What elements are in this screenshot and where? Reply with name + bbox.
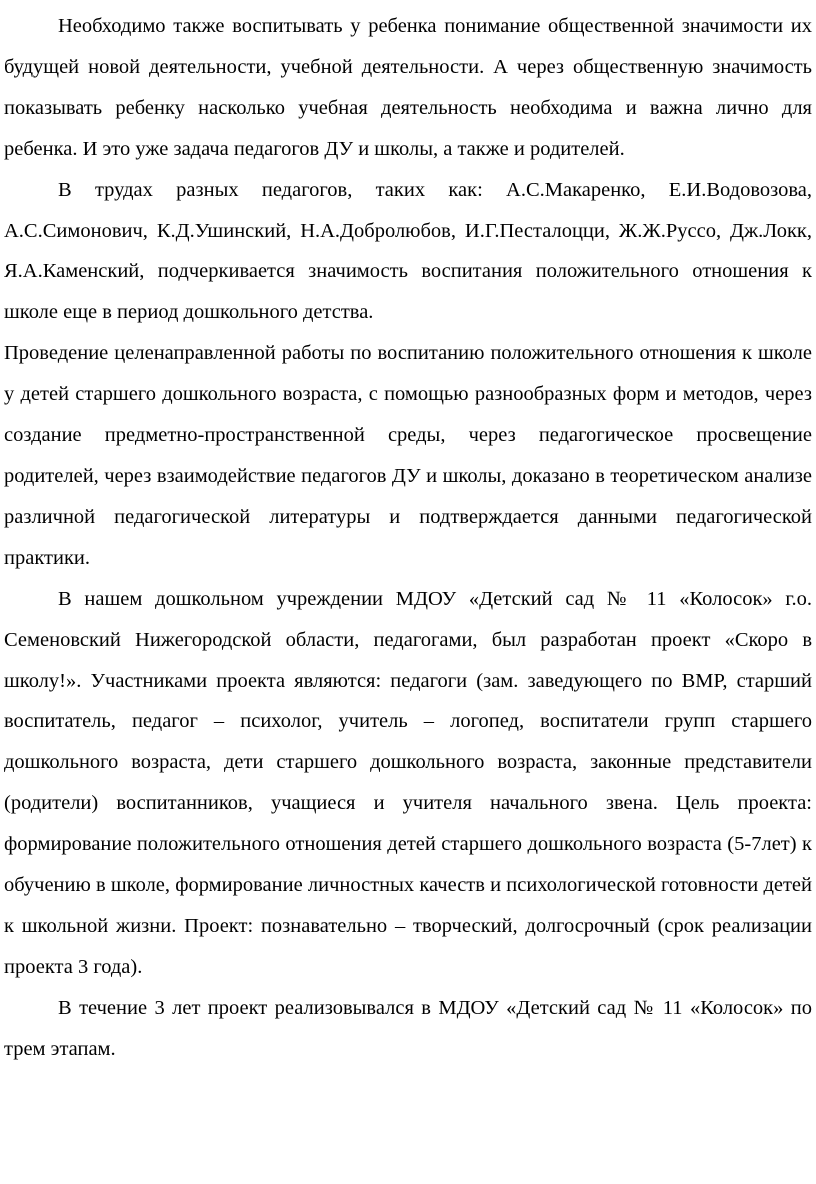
paragraph-stages: В течение 3 лет проект реализовывался в МДОУ «Детский сад № 11 «Колосок» по трем этапам. xyxy=(4,996,812,1060)
paragraph-educators: В трудах разных педагогов, таких как: А.С.Макаренко, Е.И.Водовозова, А.С.Симонович, К.Д.Ушинский, Н.А.Добролюбов, И.Г.Песталоцци, Ж.Ж.Руссо, Дж.Локк, Я.А.Каменский, подчеркивается значимость воспитания положительного отношения к школе еще в период дошкольного детства. xyxy=(4,178,812,324)
paragraph-purposeful-work: Проведение целенаправленной работы по воспитанию положительного отношения к школе у детей старшего дошкольного возраста, с помощью разнообразных форм и методов, через создание предметно-пространственной среды, через педагогическое просвещение родителей, через взаимодействие педагогов ДУ и школы, доказано в теоретическом анализе различной педагогической литературы и подтверждается данными педагогической практики. xyxy=(4,342,812,569)
paragraph-project: В нашем дошкольном учреждении МДОУ «Детский сад № 11 «Колосок» г.о. Семеновский Нижегородской области, педагогами, был разработан проект «Скоро в школу!». Участниками проекта являются: педагоги (зам. заведующего по ВМР, старший воспитатель, педагог – психолог, учитель – логопед, воспитатели групп старшего дошкольного возраста, дети старшего дошкольного возраста, законные представители (родители) воспитанников, учащиеся и учителя начального звена. Цель проекта: формирование положительного отношения детей старшего дошкольного возраста (5-7лет) к обучению в школе, формирование личностных качеств и психологической готовности детей к школьной жизни. Проект: познавательно – творческий, долгосрочный (срок реализации проекта 3 года). xyxy=(4,587,812,978)
paragraph-upbringing: Необходимо также воспитывать у ребенка понимание общественной значимости их будущей новой деятельности, учебной деятельности. А через общественную значимость показывать ребенку насколько учебная деятельность необходима и важна лично для ребенка. И это уже задача педагогов ДУ и школы, а также и родителей. xyxy=(4,15,812,160)
